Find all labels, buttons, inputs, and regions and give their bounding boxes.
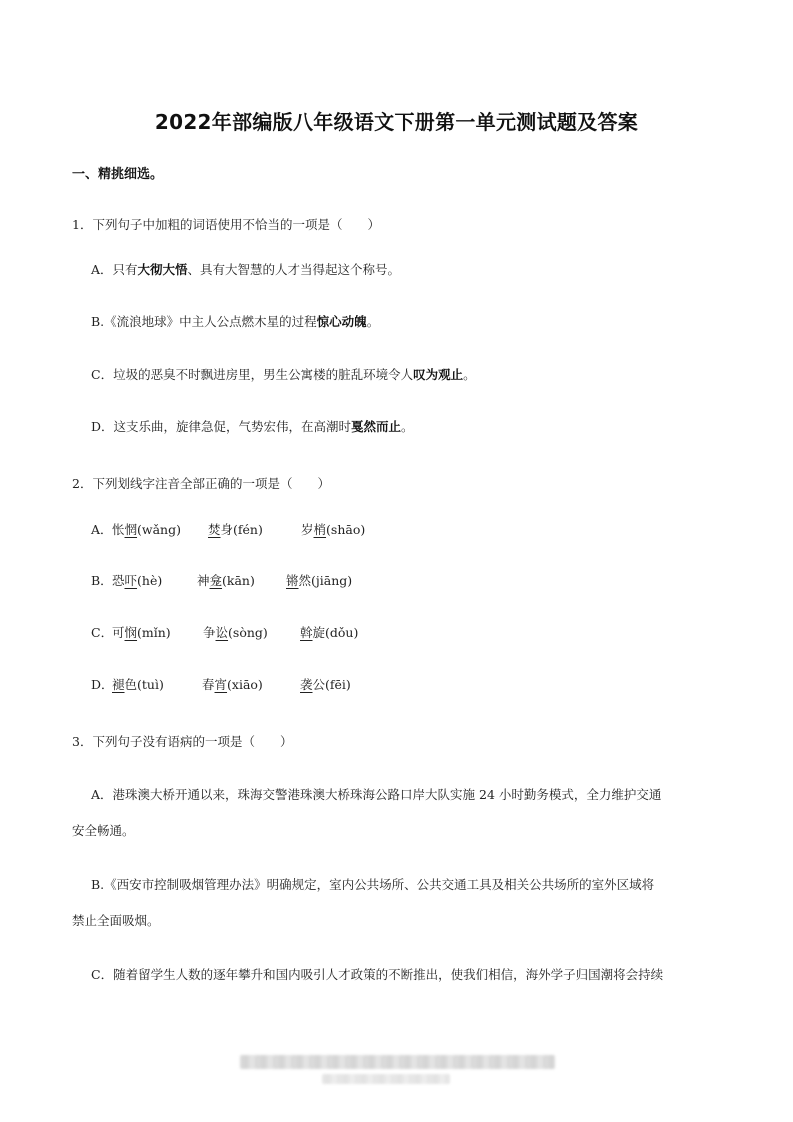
char: 恐 xyxy=(112,573,125,588)
question-2-option-c xyxy=(91,624,411,642)
question-2-stem: 2．下列划线字注音全部正确的一项是（ ） xyxy=(72,476,330,491)
word-3 xyxy=(301,521,365,539)
underlined-char: 讼 xyxy=(215,625,229,640)
pinyin: (xiāo) xyxy=(227,677,263,692)
underlined-char: 梢 xyxy=(313,522,327,537)
underlined-char: 龛 xyxy=(209,573,223,588)
option-text: 。 xyxy=(401,419,414,434)
underlined-char: 惘 xyxy=(124,522,138,537)
section-heading: 一、精挑细选。 xyxy=(72,167,164,182)
question-1-stem: 1．下列句子中加粗的词语使用不恰当的一项是（ ） xyxy=(72,217,380,232)
pinyin: 旋(dǒu) xyxy=(312,625,359,640)
word-3 xyxy=(300,624,358,642)
option-label: A． xyxy=(91,522,113,537)
bold-word: 叹为观止 xyxy=(413,367,464,382)
char: 岁 xyxy=(301,522,314,537)
question-3-option-b-line-1: B.《西安市控制吸烟管理办法》明确规定，室内公共场所、公共交通工具及相关公共场所的室外区域将 xyxy=(91,877,655,892)
option-text: 。 xyxy=(463,367,476,382)
char: 春 xyxy=(202,677,215,692)
option-text: C．垃圾的恶臭不时飘进房里，男生公寓楼的脏乱环境令人 xyxy=(91,367,414,382)
pinyin: (kān) xyxy=(222,573,255,588)
underlined-char: 斡 xyxy=(300,625,313,640)
underlined-char: 焚 xyxy=(208,522,221,537)
char: 神 xyxy=(197,573,210,588)
pinyin: (mǐn) xyxy=(137,625,171,640)
pinyin: 公(fēi) xyxy=(312,677,351,692)
underlined-char: 袭 xyxy=(300,677,313,692)
underlined-char: 吓 xyxy=(124,573,138,588)
word-2 xyxy=(202,676,263,694)
blurred-footer-watermark-small xyxy=(322,1074,450,1084)
underlined-char: 锵 xyxy=(286,573,299,588)
pinyin: 然(jiāng) xyxy=(298,573,353,588)
question-1-option-a xyxy=(91,261,400,279)
word-2 xyxy=(208,521,263,539)
underlined-char: 悯 xyxy=(124,625,138,640)
word-3 xyxy=(286,572,352,590)
bold-word: 大彻大悟 xyxy=(137,262,188,277)
pinyin: 身(fén) xyxy=(220,522,263,537)
pinyin: (sòng) xyxy=(228,625,268,640)
word-2 xyxy=(203,624,268,642)
underlined-char: 褪 xyxy=(112,677,125,692)
char: 争 xyxy=(203,625,216,640)
question-3-option-b-line-2: 禁止全面吸烟。 xyxy=(72,913,160,928)
pinyin: (shāo) xyxy=(326,522,366,537)
char: 可 xyxy=(112,625,125,640)
option-text: B.《流浪地球》中主人公点燃木星的过程 xyxy=(91,314,317,329)
char: 怅 xyxy=(112,522,125,537)
question-3-stem: 3．下列句子没有语病的一项是（ ） xyxy=(72,734,293,749)
question-1-option-d xyxy=(91,418,414,436)
question-2-option-a xyxy=(91,521,411,539)
word-1 xyxy=(112,572,162,590)
pinyin: (hè) xyxy=(137,573,163,588)
word-1 xyxy=(112,521,181,539)
pinyin: 色(tuì) xyxy=(124,677,164,692)
option-label: D． xyxy=(91,677,114,692)
word-1 xyxy=(112,676,164,694)
option-label: C． xyxy=(91,625,114,640)
bold-word: 戛然而止 xyxy=(351,419,402,434)
option-text: D．这支乐曲，旋律急促，气势宏伟，在高潮时 xyxy=(91,419,352,434)
question-1-option-b xyxy=(91,313,379,331)
document-title: 2022年部编版八年级语文下册第一单元测试题及答案 xyxy=(154,110,639,134)
blurred-footer-watermark xyxy=(240,1055,555,1069)
bold-word: 惊心动魄 xyxy=(316,314,367,329)
question-1-option-c xyxy=(91,366,476,384)
option-text: A．只有 xyxy=(91,262,138,277)
word-3 xyxy=(300,676,351,694)
option-label: B． xyxy=(91,573,113,588)
word-1 xyxy=(112,624,171,642)
question-3-option-a-line-1: A．港珠澳大桥开通以来，珠海交警港珠澳大桥珠海公路口岸大队实施 24 小时勤务模式，全力维护交通 xyxy=(91,787,662,802)
question-2-option-b xyxy=(91,572,411,590)
pinyin: (wǎng) xyxy=(137,522,181,537)
word-2 xyxy=(197,572,255,590)
question-3-option-c-line-1: C．随着留学生人数的逐年攀升和国内吸引人才政策的不断推出，使我们相信，海外学子归国潮将会持续 xyxy=(91,967,664,982)
question-3-option-a-line-2: 安全畅通。 xyxy=(72,823,135,838)
question-2-option-d xyxy=(91,676,411,694)
option-text: 、具有大智慧的人才当得起这个称号。 xyxy=(187,262,401,277)
option-text: 。 xyxy=(366,314,380,329)
underlined-char: 宵 xyxy=(214,677,228,692)
